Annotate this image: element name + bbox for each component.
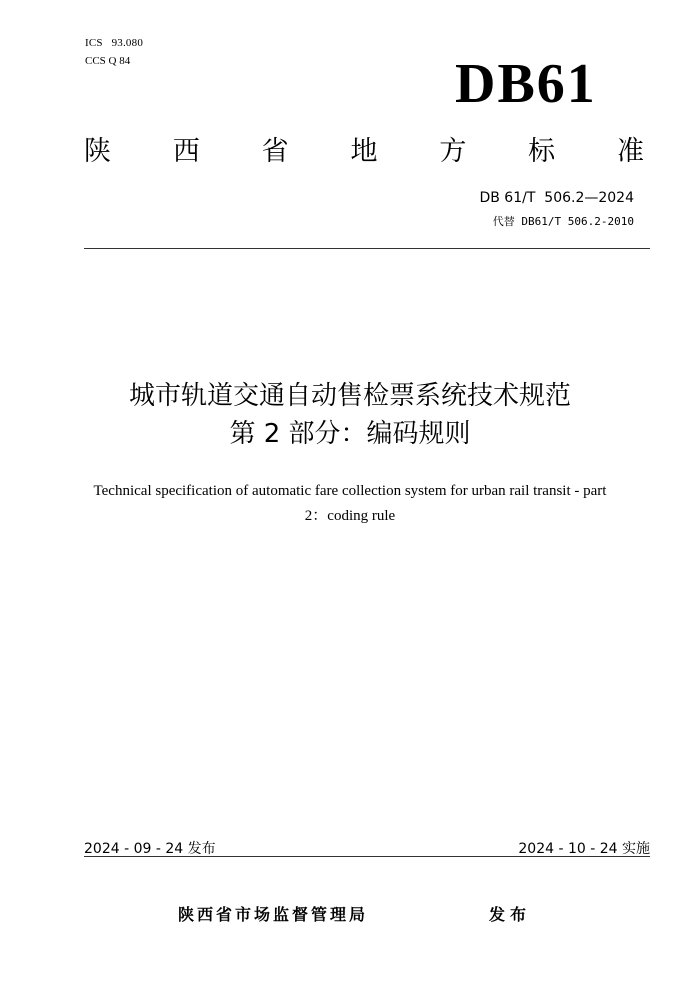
title-english-line-1: Technical specification of automatic fare collection system for urban rail transit - part xyxy=(93,483,607,499)
top-divider xyxy=(84,248,650,249)
standard-type-char: 准 xyxy=(616,136,644,167)
title-chinese: 城市轨道交通自动售检票系统技术规范 xyxy=(128,381,571,411)
issue-date: 2024 - 09 - 24 发布 xyxy=(84,841,216,857)
subtitle-chinese: 第 2 部分：编码规则 xyxy=(229,419,471,449)
ics-code: ICS 93.080 xyxy=(85,37,144,49)
ccs-code: CCS Q 84 xyxy=(85,55,131,67)
standard-type-char: 地 xyxy=(350,136,378,167)
issuing-authority: 陕西省市场监督管理局 xyxy=(178,905,369,924)
standard-type-char: 陕 xyxy=(84,136,111,167)
standard-type-char: 方 xyxy=(439,136,467,167)
implementation-date: 2024 - 10 - 24 实施 xyxy=(518,841,650,857)
standard-type-heading xyxy=(84,138,644,165)
title-english-line-2: 2：coding rule xyxy=(304,508,396,524)
db61-logo: DB61 xyxy=(455,53,597,115)
standard-type-char: 省 xyxy=(261,136,289,167)
standard-type-char: 标 xyxy=(528,136,556,167)
standard-type-char: 西 xyxy=(172,136,200,167)
publish-label: 发布 xyxy=(489,905,532,924)
standard-number: DB 61/T 506.2—2024 xyxy=(479,190,634,206)
bottom-divider xyxy=(84,856,650,857)
replaces-standard: 代替 DB61/T 506.2-2010 xyxy=(492,215,634,228)
